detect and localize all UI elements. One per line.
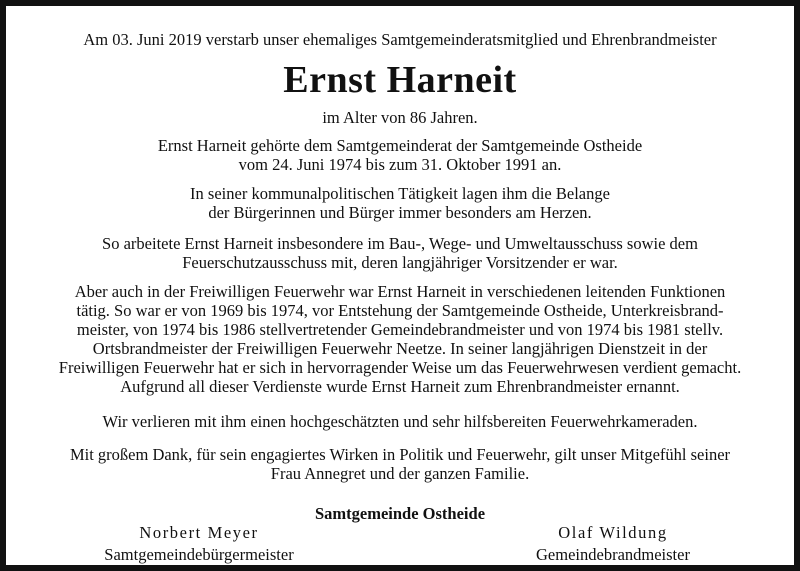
paragraph-line: tätig. So war er von 1969 bis 1974, vor Entstehung der Samtgemeinde Ostheide, Unterkreisbrand- <box>76 301 724 320</box>
intro-text: Am 03. Juni 2019 verstarb unser ehemaliges Samtgemeinderatsmitglied und Ehrenbrandmeister <box>83 30 717 49</box>
paragraph-line: So arbeitete Ernst Harneit insbesondere im Bau-, Wege- und Umweltausschuss sowie dem <box>102 234 698 253</box>
age-text: im Alter von 86 Jahren. <box>322 108 478 127</box>
deceased-name: Ernst Harneit <box>283 59 517 101</box>
signer-name-right: Olaf Wildung <box>558 523 668 542</box>
paragraph-line: Freiwilligen Feuerwehr hat er sich in hervorragender Weise um das Feuerwehrwesen verdient gemacht. <box>58 358 742 377</box>
paragraph-line: Ortsbrandmeister der Freiwilligen Feuerwehr Neetze. In seiner langjährigen Dienstzeit in der <box>92 339 708 358</box>
signer-name-left: Norbert Meyer <box>139 523 259 542</box>
signer-role-left: Samtgemeindebürgermeister <box>104 545 294 564</box>
paragraph-line: der Bürgerinnen und Bürger immer besonders am Herzen. <box>208 203 592 222</box>
paragraph-line: meister, von 1974 bis 1986 stellvertretender Gemeindebrandmeister und von 1974 bis 1981 stellv. <box>76 320 724 339</box>
paragraph-line: Aufgrund all dieser Verdienste wurde Ernst Harneit zum Ehrenbrandmeister ernannt. <box>120 377 680 396</box>
organization-name: Samtgemeinde Ostheide <box>314 504 486 523</box>
paragraph-line: Wir verlieren mit ihm einen hochgeschätzten und sehr hilfsbereiten Feuerwehrkameraden. <box>102 412 698 431</box>
paragraph-line: vom 24. Juni 1974 bis zum 31. Oktober 1991 an. <box>238 155 562 174</box>
paragraph-line: Ernst Harneit gehörte dem Samtgemeinderat der Samtgemeinde Ostheide <box>157 136 643 155</box>
paragraph-line: In seiner kommunalpolitischen Tätigkeit lagen ihm die Belange <box>190 184 610 203</box>
paragraph-line: Mit großem Dank, für sein engagiertes Wirken in Politik und Feuerwehr, gilt unser Mitgefühl seiner <box>69 445 731 464</box>
paragraph-line: Feuerschutzausschuss mit, deren langjähriger Vorsitzender er war. <box>182 253 618 272</box>
signer-role-right: Gemeindebrandmeister <box>536 545 690 564</box>
paragraph-line: Aber auch in der Freiwilligen Feuerwehr war Ernst Harneit in verschiedenen leitenden Funktionen <box>74 282 726 301</box>
paragraph-line: Frau Annegret und der ganzen Familie. <box>270 464 530 483</box>
